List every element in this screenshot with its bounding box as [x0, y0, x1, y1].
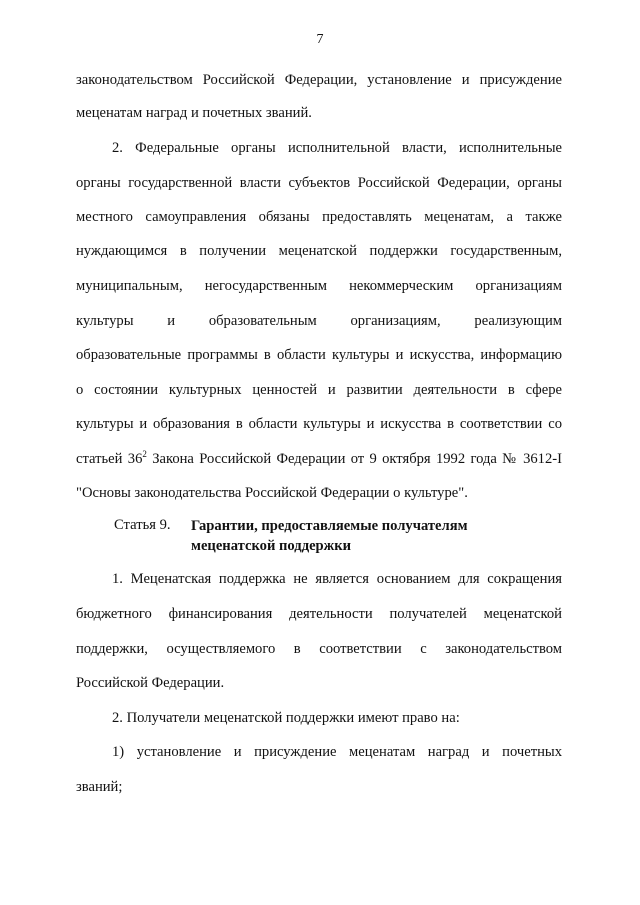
paragraph-line: культуры и образовательным организациям, реализующим — [76, 313, 562, 329]
paragraph-line: 1) установление и присуждение меценатам наград и почетных — [112, 744, 562, 760]
paragraph-line: 2. Федеральные органы исполнительной власти, исполнительные — [112, 140, 562, 156]
paragraph-line: о состоянии культурных ценностей и развитии деятельности в сфере — [76, 382, 562, 398]
paragraph-line: органы государственной власти субъектов Российской Федерации, органы — [76, 175, 562, 191]
page-number: 7 — [316, 32, 324, 47]
paragraph-line: "Основы законодательства Российской Федерации о культуре". — [76, 485, 468, 501]
paragraph-line: образовательные программы в области культуры и искусства, информацию — [76, 347, 562, 363]
article-title-line: Гарантии, предоставляемые получателям — [191, 518, 468, 534]
paragraph-line: 1. Меценатская поддержка не является основанием для сокращения — [112, 571, 562, 587]
law-reference-text: Закона Российской Федерации от 9 октября 1992 года № 3612-I — [146, 451, 562, 467]
paragraph-line: званий; — [76, 779, 123, 795]
article-title — [191, 516, 468, 556]
law-reference-text: статьей 36 — [76, 451, 143, 467]
paragraph-line: 2. Получатели меценатской поддержки имеют право на: — [112, 710, 460, 726]
paragraph-line: бюджетного финансирования деятельности получателей меценатской — [76, 606, 562, 622]
paragraph-line: культуры и образования в области культуры и искусства в соответствии со — [76, 416, 562, 432]
paragraph-line: законодательством Российской Федерации, установление и присуждение — [76, 72, 562, 88]
article-label: Статья 9. — [114, 517, 171, 533]
paragraph-line: поддержки, осуществляемого в соответствии с законодательством — [76, 641, 562, 657]
paragraph-line — [76, 450, 562, 468]
article-title-line: меценатской поддержки — [191, 538, 352, 554]
paragraph-line: муниципальным, негосударственным некоммерческим организациям — [76, 278, 562, 294]
paragraph-line: меценатам наград и почетных званий. — [76, 105, 312, 121]
paragraph-line: местного самоуправления обязаны предоставлять меценатам, а также — [76, 209, 562, 225]
paragraph-line: Российской Федерации. — [76, 675, 225, 691]
paragraph-line: нуждающимся в получении меценатской поддержки государственным, — [76, 243, 562, 259]
superscript: 2 — [142, 449, 147, 459]
